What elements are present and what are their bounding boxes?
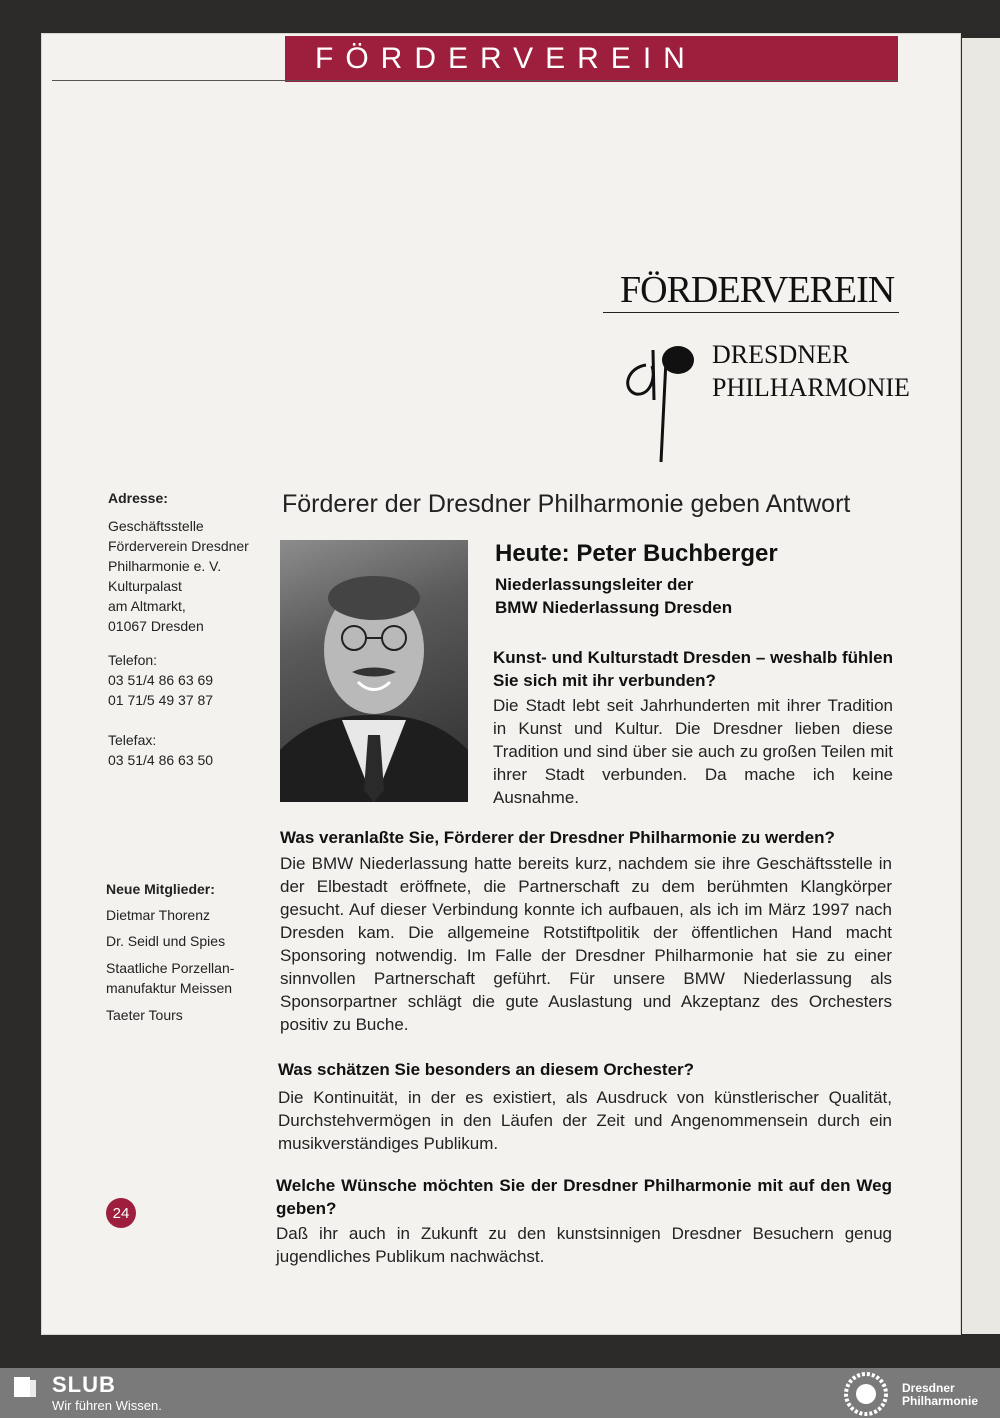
section-header-band: FÖRDERVEREIN xyxy=(285,36,898,82)
member-item: Dietmar Thorenz xyxy=(106,907,211,923)
answer-4: Daß ihr auch in Zukunft zu den kunstsinnigen Dresdner Besuchern genug jugendliches Publikum nachwächst. xyxy=(276,1224,892,1266)
adjacent-page-edge xyxy=(962,38,1000,1334)
logo-divider xyxy=(603,312,899,313)
members-label: Neue Mitglieder: xyxy=(106,881,215,897)
fax-number: 03 51/4 86 63 50 xyxy=(108,752,214,768)
dresdner-philharmonie-footer-text xyxy=(902,1382,978,1408)
address-block xyxy=(108,488,249,770)
logo-title: FÖRDERVEREIN xyxy=(620,269,895,311)
answer-3: Die Kontinuität, in der es existiert, als Ausdruck von künstlerischer Qualität, Durchstehvermögen in den Läufen der Zeit und Angenommensein durch ein musikverständiges Publikum. xyxy=(278,1088,892,1153)
question-3: Was schätzen Sie besonders an diesem Orchester? xyxy=(278,1060,695,1079)
question-1: Kunst- und Kulturstadt Dresden – weshalb fühlen Sie sich mit ihr verbunden? xyxy=(493,648,893,690)
member-item: Dr. Seidl und Spies xyxy=(106,933,226,949)
slub-logo-text: SLUB xyxy=(52,1372,116,1397)
fax-label: Telefax: xyxy=(108,732,157,748)
address-line: Philharmonie e. V. xyxy=(108,558,222,574)
interviewee-role-line1: Niederlassungsleiter der xyxy=(495,575,694,594)
interviewee-role-line2: BMW Niederlassung Dresden xyxy=(495,598,733,617)
address-line: Förderverein Dresdner xyxy=(108,538,249,554)
address-line: am Altmarkt, xyxy=(108,598,186,614)
dresdner-philharmonie-emblem-icon xyxy=(842,1370,890,1418)
answer-2: Die BMW Niederlassung hatte bereits kurz, nachdem sie ihre Geschäftsstelle in der Elbestadt eröffnete, die Partnerschaft zu dem berühmten Klangkörper gesucht. Auf dieser Verbindung konnte ich aufbauen, als ich im März 1997 nach Dresden kam. Die allgemeine Rotstiftpolitik der öffentlichen Hand macht Sponsoring notwendig. Im Falle der Dresdner Philharmonie hat sie zu einer sinnvollen Partnerschaft geführt. Für unsere BMW Niederlassung als Sponsorpartner schlägt die gute Auslastung und Akzeptanz des Orchesters positiv zu Buche. xyxy=(280,854,892,1034)
answer-1: Die Stadt lebt seit Jahrhunderten mit ihrer Tradition in Kunst und Kultur. Die Dresdner lieben diese Tradition und sind über sie auch zu großen Teilen mit ihrer Stadt verbunden. Da mache ich keine Ausnahme. xyxy=(493,696,893,807)
page-number-badge: 24 xyxy=(106,1198,136,1228)
phone-number: 01 71/5 49 37 87 xyxy=(108,692,214,708)
address-line: Geschäftsstelle xyxy=(108,518,204,534)
dp-logo-mark-icon xyxy=(616,330,706,465)
phone-label: Telefon: xyxy=(108,652,158,668)
footer-brand-line2: Philharmonie xyxy=(902,1394,979,1408)
member-item: Taeter Tours xyxy=(106,1007,183,1023)
slub-tagline: Wir führen Wissen. xyxy=(52,1398,162,1413)
slub-logo-icon xyxy=(12,1374,38,1400)
member-item: Staatliche Porzellan- xyxy=(106,960,235,976)
portrait-illustration-icon xyxy=(280,540,468,802)
address-line: Kulturpalast xyxy=(108,578,182,594)
address-label: Adresse: xyxy=(108,490,168,506)
logo-subtitle-line1: DRESDNER xyxy=(712,340,850,369)
article-heading: Förderer der Dresdner Philharmonie geben Antwort xyxy=(282,490,851,518)
address-line: 01067 Dresden xyxy=(108,618,204,634)
question-4: Welche Wünsche möchten Sie der Dresdner Philharmonie mit auf den Weg geben? xyxy=(276,1176,892,1218)
footer-brand-line1: Dresdner xyxy=(902,1381,955,1395)
member-item: manufaktur Meissen xyxy=(106,980,233,996)
header-divider xyxy=(52,80,898,81)
interviewee-name: Heute: Peter Buchberger xyxy=(495,540,778,567)
logo-subtitle-line2: PHILHARMONIE xyxy=(712,373,910,402)
portrait-photo xyxy=(280,540,468,802)
members-block xyxy=(106,876,234,1028)
question-2: Was veranlaßte Sie, Förderer der Dresdner Philharmonie zu werden? xyxy=(280,828,835,847)
phone-number: 03 51/4 86 63 69 xyxy=(108,672,214,688)
